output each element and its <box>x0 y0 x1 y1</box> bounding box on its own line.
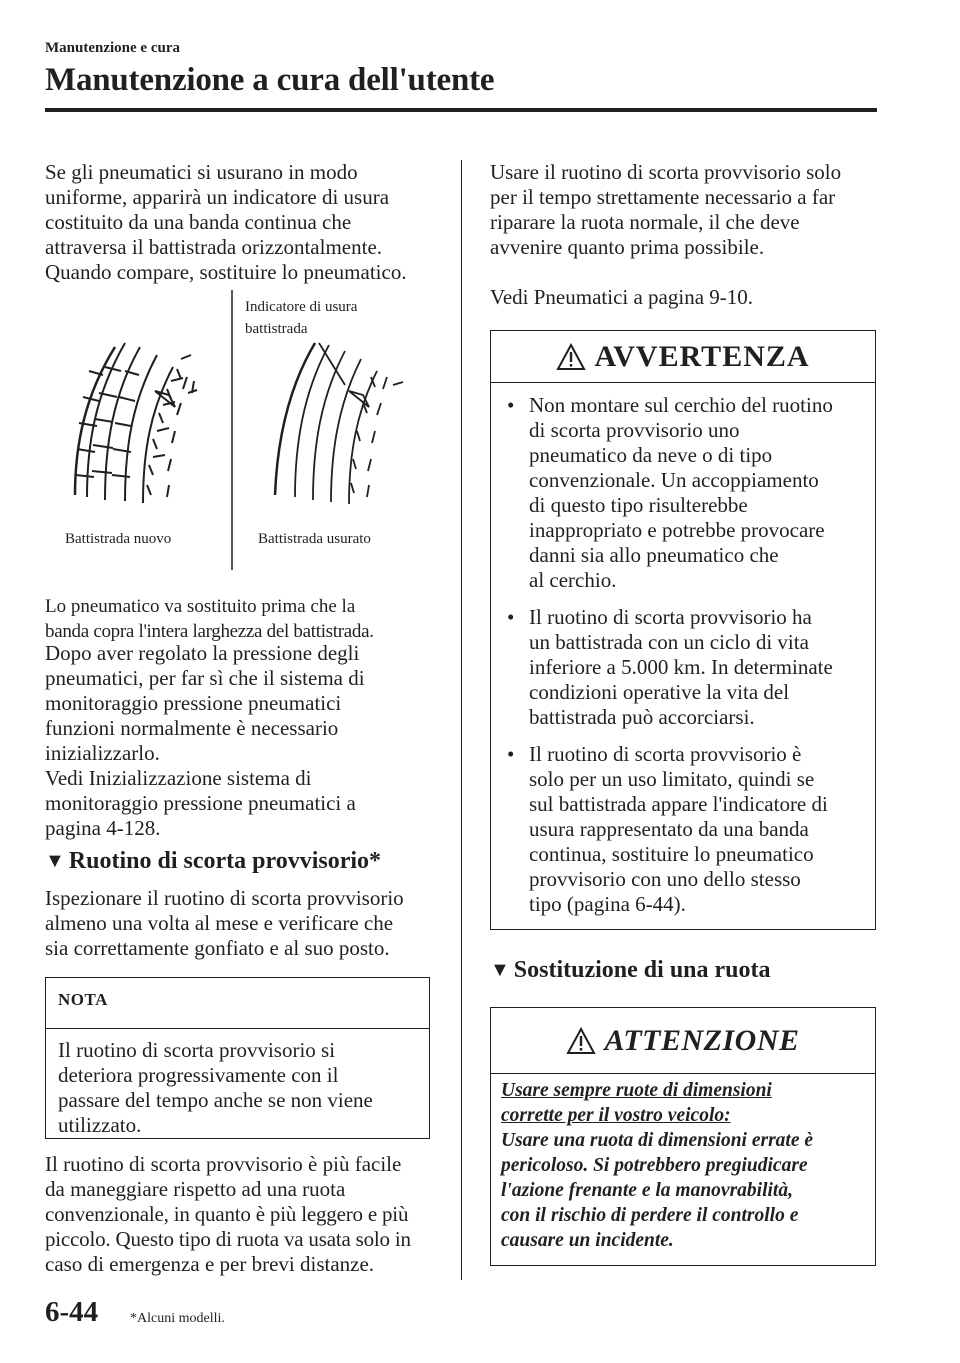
caution-body: Usare sempre ruote di dimensioni corrette per il vostro veicolo: Usare una ruota di dimensioni errate è pericoloso. Si potrebbero pregiudicare l'azione frenante e la manovrabilità, con il rischio di perdere il controllo e causare un incidente. <box>501 1080 814 1251</box>
warning-item: • Il ruotino di scorta provvisorio ha un battistrada con un ciclo di vita inferiore a 5.000 km. In determinate condizioni operative la vita del battistrada può accorciarsi. <box>507 605 833 729</box>
page-title: Manutenzione a cura dell'utente <box>45 62 495 98</box>
note-header <box>46 978 429 1029</box>
warning-item: • Non montare sul cerchio del ruotino di scorta provvisorio uno pneumatico da neve o di tipo convenzionale. Un accoppiamento di questo tipo risulterebbe inappropriato e potrebbe provocare danni sia allo pneumatico che al cerchio. <box>507 393 833 592</box>
caution-triangle-icon <box>566 1027 596 1055</box>
tpms-paragraph: Dopo aver regolato la pressione degli pneumatici, per far sì che il sistema di monitoraggio pressione pneumatici funzioni normalmente è necessario inizializzarlo. Vedi Inizializzazione sistema di monitoraggio pressione pneumatici a pagina 4-128. <box>45 641 365 840</box>
see-tires-reference: Vedi Pneumatici a pagina 9-10. <box>490 285 754 309</box>
note-body: Il ruotino di scorta provvisorio si deteriora progressivamente con il passare del tempo anche se non viene utilizzato. <box>58 1038 373 1137</box>
bullet-icon: • <box>507 393 515 417</box>
caution-header <box>491 1008 875 1074</box>
indicator-label-line2: battistrada <box>245 321 308 337</box>
warning-title: AVVERTENZA <box>594 339 810 373</box>
column-divider <box>461 160 462 1280</box>
spare-tire-paragraph: Ispezionare il ruotino di scorta provvisorio almeno una volta al mese e verificare che sia correttamente gonfiato e al suo posto. <box>45 886 404 960</box>
warning-box <box>490 330 876 930</box>
spare-duration-paragraph: Usare il ruotino di scorta provvisorio solo per il tempo strettamente necessario a far riparare la ruota normale, il che deve avvenire quanto prima possibile. <box>490 160 842 259</box>
page-number: 6-44 <box>45 1296 99 1328</box>
replacement-paragraph: Lo pneumatico va sostituito prima che la banda copra l'intera larghezza del battistrada. <box>45 596 374 642</box>
note-box <box>45 977 430 1139</box>
triangle-down-icon: ▼ <box>45 850 65 872</box>
spare-usage-paragraph: Il ruotino di scorta provvisorio è più facile da maneggiare rispetto ad una ruota convenzionale, in quanto è più leggero e più piccolo. Questo tipo di ruota va usata solo in caso di emergenza e per brevi distanze. <box>45 1152 411 1276</box>
section-label: Manutenzione e cura <box>45 40 180 56</box>
triangle-down-icon: ▼ <box>490 959 510 981</box>
worn-tread-label: Battistrada usurato <box>258 531 371 547</box>
warning-item: • Il ruotino di scorta provvisorio è solo per un uso limitato, quindi se sul battistrada appare l'indicatore di usura rappresentato da una banda continua, sostituire lo pneumatico provvisorio con uno dello stesso tipo (pagina 6-44). <box>507 742 828 916</box>
caution-title: ATTENZIONE <box>604 1023 800 1057</box>
spare-tire-heading: ▼ Ruotino di scorta provvisorio* <box>45 848 382 874</box>
caution-box <box>490 1007 876 1266</box>
bullet-icon: • <box>507 605 515 629</box>
new-tread-label: Battistrada nuovo <box>65 531 172 547</box>
warning-triangle-icon <box>556 343 586 371</box>
worn-tread-illustration <box>275 343 403 504</box>
wheel-replacement-heading: ▼ Sostituzione di una ruota <box>490 957 771 983</box>
warning-header <box>491 331 875 383</box>
intro-paragraph: Se gli pneumatici si usurano in modo uniforme, apparirà un indicatore di usura costituito da una banda continua che attraversa il battistrada orizzontalmente. Quando compare, sostituire lo pneumatico. <box>45 160 407 284</box>
warning-list <box>503 393 863 929</box>
bullet-icon: • <box>507 742 515 766</box>
footnote: *Alcuni modelli. <box>130 1311 225 1326</box>
title-rule <box>45 108 877 112</box>
indicator-label-line1: Indicatore di usura <box>245 299 358 315</box>
tread-wear-figure <box>45 285 445 575</box>
new-tread-illustration <box>75 343 197 503</box>
note-title: NOTA <box>58 990 108 1009</box>
